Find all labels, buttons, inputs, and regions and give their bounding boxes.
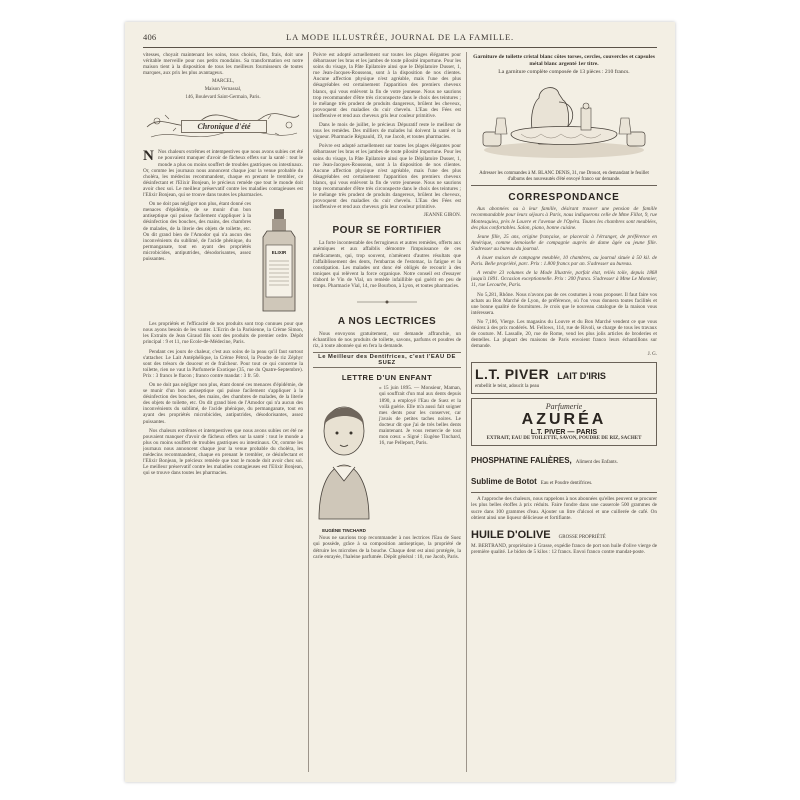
chronique-paragraph: On ne doit pas négliger non plus, étant donné ces menaces d'épidémie, de se munir d'un bon antiseptique qui puisse facilement s'appliquer à la désinfection des bouches, des mains, des chambres de malades, de la literie des objets de toilette, etc. On dit grand bien de l'Amodor qui n'a aucun des inconvénients du sublimé, de l'acide phénique, du permanganate, tout en ayant des propriétés microbicides, antiputrides, désodorisantes, assez puissantes. <box>143 201 251 262</box>
lectrices-heading: A NOS LECTRICES <box>337 316 437 328</box>
toilet-set-illustration-icon <box>471 78 657 164</box>
huile-olive-ad <box>471 525 657 555</box>
column-middle <box>313 52 461 772</box>
letter-paragraph: Nous ne saurions trop recommander à nos lectrices l'Eau de Suez qui possède, grâce à sa composition antiseptique, la propriété de détruire les microbes de la bouche. Chaque dent est ainsi protégée, la carie enrayée, l'haleine parfumée. Dépôt général : 10, rue Jacob, Paris. <box>313 535 461 560</box>
header-rule <box>143 47 657 48</box>
signature-line: Maison Vernassal, <box>204 87 242 93</box>
child-portrait-icon <box>313 385 375 523</box>
child-caption: EUGÈNE TINCHARD <box>322 528 366 534</box>
bottle-label: ELIXIR <box>271 250 287 256</box>
chronique-paragraph: On ne doit pas négliger non plus, étant donné ces menaces d'épidémie, de se munir d'un bon antiseptique qui puisse facilement s'appliquer à la désinfection des bouches, des mains, des chambres de malades, de la literie des objets de toilette, etc. On dit grand bien de l'Amodor qui n'a aucun des inconvénients du sublimé, de l'acide phénique, du permanganate, tout en ayant des propriétés microbicides, antiputrides, désodorisantes, assez puissantes. <box>143 381 303 425</box>
letter-paragraph: « 15 juin 1895. — Monsieur, Maman, qui souffrait d'un mal aux dents depuis 1890, a employé l'Eau de Suez et la voilà guérie. Elle m'a aussi fait soigner mes dents pour les conserver, car j'avais de petites taches noires. Le docteur dit que j'ai de très belles dents maintenant. Je vous remercie de tout mon cœur. » Signé : Eugène Tinchard, 16, rue Pelleport, Paris. <box>379 385 461 447</box>
chronique-paragraph: Nos chaleurs extrêmes et intempestives que nous avons subies cet été ne pouvaient manquer d'avoir de fâcheux effets sur la santé : tout le monde a plus ou moins souffert de troubles gastriques ou intestinaux. Or, comme les journaux nous annoncent chaque jour la venue probable du choléra, les médecins recommandent, chaque en prenant le trembler, ce désinfectant et l'Elixir Bonjean, le précieux remède que tout le monde doit avoir chez soi. Le meilleur préservatif contre les maladies contagieuses est l'Elixir Bonjean, qui se trouve dans toutes les pharmacies. <box>143 427 303 477</box>
azurea-brand: AZURÉA <box>521 411 607 429</box>
phosphatine-sub: Aliment des Enfants. <box>575 460 618 466</box>
household-paragraph: A l'approche des chaleurs, nous rappelons à nos abonnées qu'elles peuvent se procurer les plus belles étoffes à prix réduits. Faire fondre dans une casserole 500 grammes de sucre dans 100 grammes d'eau. Ajouter un litre d'alcool et une cuillerée de café. On obtient ainsi une liqueur délicieuse et fortifiante. <box>471 496 657 521</box>
child-portrait <box>313 385 375 535</box>
drop-cap: N <box>143 148 154 165</box>
botot-sub: Eau et Poudre dentifrices. <box>540 481 593 487</box>
beauty-paragraph: Poivre est adopté actuellement sur toutes les plages élégantes pour débarrasser les bras et les jambes de toute pilosité importune. Pour les soins du visage, la Pâte Epilatoire ainsi que le Dépilatoire Dusser, 1, rue Jean-Jacques-Rousseau, sont à la disposition de nos clientes. Aucune affection physique n'est agréable, mais l'une des plus désagréables est certainement l'apparition des premiers cheveux blancs, qui vous enlèvent la fin de votre jeunesse. Nous ne saurions trop recommander d'être très circonspecte dans le choix des teintures ; le mélange très prudent de produits dangereux, brûlent les cheveux, provoquent des maladies du cuir chevelu. L'Eau des Fées est inoffensive et rend aux cheveux gris leur couleur primitive. <box>313 52 461 119</box>
intro-paragraph: vitesses, choyait maintenant les soins, tous choisis, fins, frais, doit une véritable merveille pour nos petits mondains. Sa transformation est notre maison tient à la disposition de tous les meilleurs fournisseurs de toutes marques, aux prix les plus avantageux. <box>143 52 303 77</box>
correspondance-heading: CORRESPONDANCE <box>508 192 620 204</box>
parfumerie-label: Parfumerie <box>545 402 583 412</box>
journal-title: LA MODE ILLUSTRÉE, JOURNAL DE LA FAMILLE. <box>286 32 514 42</box>
botot-brand: Sublime de Botot <box>471 477 537 487</box>
lectrices-paragraph: Nous envoyons gratuitement, sur demande affranchie, un échantillon de nos produits de toilette, savons, parfums et poudres de riz, à toute abonnée qui en fera la demande. <box>313 331 461 350</box>
chronique-title: Chronique d'été <box>181 120 267 133</box>
correspondance-signature: J. G. <box>647 352 657 358</box>
huile-olive-sub: GROSSE PROPRIÉTÉ <box>558 534 606 540</box>
chronique-paragraph: Nos chaleurs extrêmes et intempestives que nous avons subies cet été ne pouvaient manquer d'avoir de fâcheux effets sur la santé : tout le monde a plus ou moins souffert de troubles gastriques ou intestinaux. Or, comme les journaux nous annoncent chaque jour la venue probable du choléra, les médecins recommandent, chaque en prenant le trembler, ce désinfectant et l'Elixir Bonjean, le précieux remède que tout le monde doit avoir chez soi. Le meilleur préservatif contre les maladies contagieuses est l'Elixir Bonjean, qui se trouve dans toutes les pharmacies. <box>143 149 303 199</box>
azurea-maker: L.T. PIVER — PARIS <box>530 429 598 437</box>
huile-olive-heading: HUILE D'OLIVE <box>471 528 551 541</box>
correspondance-paragraph: Jeune fille, 25 ans, origine française, se placerait à l'étranger, de préférence en Amérique, comme demoiselle de compagnie auprès de dame âgée ou jeune fille. S'adresser au bureau du journal. <box>471 233 657 252</box>
piver-lait-iris-ad <box>471 362 657 394</box>
newspaper-page <box>125 22 675 782</box>
correspondance-paragraph: A vendre 23 volumes de la Mode Illustrée, parfait état, reliés toile, depuis 1868 jusqu'à 1891. Occasion exceptionnelle. Prix : 200 francs. S'adresser à Mme Le Monnier, 11, rue Lecourbe, Paris. <box>471 270 657 289</box>
correspondance-paragraph: No 5,281, Rhône. Nous n'avons pas de ces costumes à vous proposer. Il faut faire vos achats au Bon Marché de Lyon, de préférence, où l'on vous donnera toutes facilités et une bonne qualité de fournitures. Je crois que le nouveau catalogue de la maison vous intéressera. <box>471 291 657 316</box>
chronique-paragraph: Pendant ces jours de chaleur, c'est aux soins de la peau qu'il faut surtout s'attacher. Le Lait Antéphélique, la Crème Pétrol, la Poudre de riz Zéphyr sont des trésors de douceur et de fraîcheur. Pour tout ce qui concerne la toilette, rien ne vaut la Parfumerie Exotique (35, rue du Quatre-Septembre). Prix : 3 francs le flacon ; franco contre mandat : 3 fr. 50. <box>143 348 303 379</box>
correspondance-paragraph: No 7,186, Vierge. Les magasins du Louvre et du Bon Marché vendent ce que vous désirez à des prix modérés. M. Fellows, 114, rue de Rivoli, se charge de tous les travaux de couture. M. Lassalle, 20, rue de Rome, vend les plus jolis articles de broderies et dentelles. La plupart des maisons de Paris envoient franco leurs échantillons sur demande. <box>471 318 657 350</box>
elixir-bottle-icon <box>257 207 301 315</box>
suez-banner: Le Meilleur des Dentifrices, c'est l'EAU DE SUEZ <box>313 352 461 368</box>
chronique-ornament <box>143 107 303 145</box>
letter-heading: LETTRE D'UN ENFANT <box>341 373 433 383</box>
phosphatine-ad <box>471 450 657 468</box>
azurea-ad <box>471 398 657 446</box>
azurea-products: EXTRAIT, EAU DE TOILETTE, SAVON, POUDRE DE RIZ, SACHET <box>486 436 642 442</box>
column-divider <box>466 52 467 772</box>
botot-ad <box>471 471 657 489</box>
signature-name: MARCEL, <box>211 79 235 85</box>
column-left <box>143 52 303 772</box>
author-signature: JEANNE GIRON. <box>423 213 461 219</box>
fortify-paragraph: La forte incontestable des ferrugineux et autres remèdes, offerts aux anémiques et aux affaiblis démontre l'impuissance de ces médicaments, qui, trop souvent, n'amènent d'autres résultats que l'affaiblissement des dents, l'embarras de l'estomac, la fatigue et la constipation. Les malades ont donc été obligés de recourir à des toniques qui relèvent la force organique. Notre conseil est d'essayer d'abord le Vin de Vial, un remède infaillible qui guérit en peu de temps. Pharmacie Vial, 14, rue Bourbon, à Lyon, et toutes pharmacies. <box>313 240 461 289</box>
page-number: 406 <box>143 32 157 42</box>
section-rule <box>471 492 657 493</box>
column-divider <box>308 52 309 772</box>
section-rule <box>471 185 657 186</box>
phosphatine-brand: PHOSPHATINE FALIÈRES, <box>471 456 572 466</box>
column-right <box>471 52 657 772</box>
chronique-paragraph: Les propriétés et l'efficacité de nos produits sont trop connues pour que nous ayons besoin de les vanter. L'Ecrin de la Parisienne, la Crème Simon, les Extraits de Jean Giraud fils sont des produits de premier ordre. Dépôt principal : 9 et 11, rue Ecole-de-Médecine, Paris. <box>143 321 303 346</box>
decorative-divider-icon <box>313 299 461 305</box>
signature-line: 146, Boulevard Saint-Germain, Paris. <box>185 95 261 101</box>
chronique-with-bottle <box>143 201 303 321</box>
letter-block <box>313 385 461 535</box>
garniture-price: La garniture complète composée de 13 pièces : 210 francs. <box>498 69 630 76</box>
garniture-address: Adresser les commandes à M. BLANC DENIS, 31, rue Drouot, en demandant le feuillet d'albums des nouveautés d'été envoyé franco sur demande. <box>479 170 649 182</box>
page-header <box>143 32 657 46</box>
piver-brand: L.T. PIVER <box>475 366 550 383</box>
lait-iris-tagline: embellit le teint, adoucit la peau <box>475 384 540 390</box>
beauty-paragraph: Dans le mois de juillet, le précieux Dépuratif reste le meilleur de tous les remèdes. Des milliers de malades lui doivent la santé et la vigueur. Pharmacie Régnauld, 19, rue Jacob, et toutes pharmacies. <box>313 122 461 141</box>
garniture-heading: Garniture de toilette cristal blanc côtes torses, cercles, couvercles et capsules métal blanc argenté 1er titre. <box>473 54 655 67</box>
beauty-paragraph: Poivre est adopté actuellement sur toutes les plages élégantes pour débarrasser les bras et les jambes de toute pilosité importune. Pour les soins du visage, la Pâte Epilatoire ainsi que le Dépilatoire Dusser, 1, rue Jean-Jacques-Rousseau, sont à la disposition de nos clientes. Aucune affection physique n'est agréable, mais l'une des plus désagréables est certainement l'apparition des premiers cheveux blancs, qui vous enlèvent la fin de votre jeunesse. Nous ne saurions trop recommander d'être très circonspecte dans le choix des teintures ; le mélange très prudent de produits dangereux, brûlent les cheveux, provoquent des maladies du cuir chevelu. L'Eau des Fées est inoffensive et rend aux cheveux gris leur couleur primitive. <box>313 143 461 211</box>
correspondance-paragraph: Aux abonnées ou à leur famille, désirant trouver une pension de famille recommandable pour leurs séjours à Paris, nous indiquerons celle de Mme Fillot, 9, rue Montesquieu, près le Louvre et l'avenue de l'Opéra. Toutes les chambres sont meublées, des plus confortables. Salon, piano, bonne cuisine. <box>471 206 657 231</box>
correspondance-paragraph: A louer maison de campagne meublée, 10 chambres, au journal située à 50 kil. de Paris. Belle propriété, parc. Prix : 1.800 francs par an. S'adresser au bureau. <box>471 255 657 268</box>
chronique-body <box>143 149 303 198</box>
huile-olive-text: M. BERTRAND, propriétaire à Grasse, expédie franco de port son huile d'olive vierge de première qualité. Le bidon de 5 kilos : 12 francs. Envoi franco contre mandat-poste. <box>471 542 657 555</box>
lait-iris-label: LAIT D'IRIS <box>557 371 606 382</box>
fortify-heading: POUR SE FORTIFIER <box>332 225 442 237</box>
